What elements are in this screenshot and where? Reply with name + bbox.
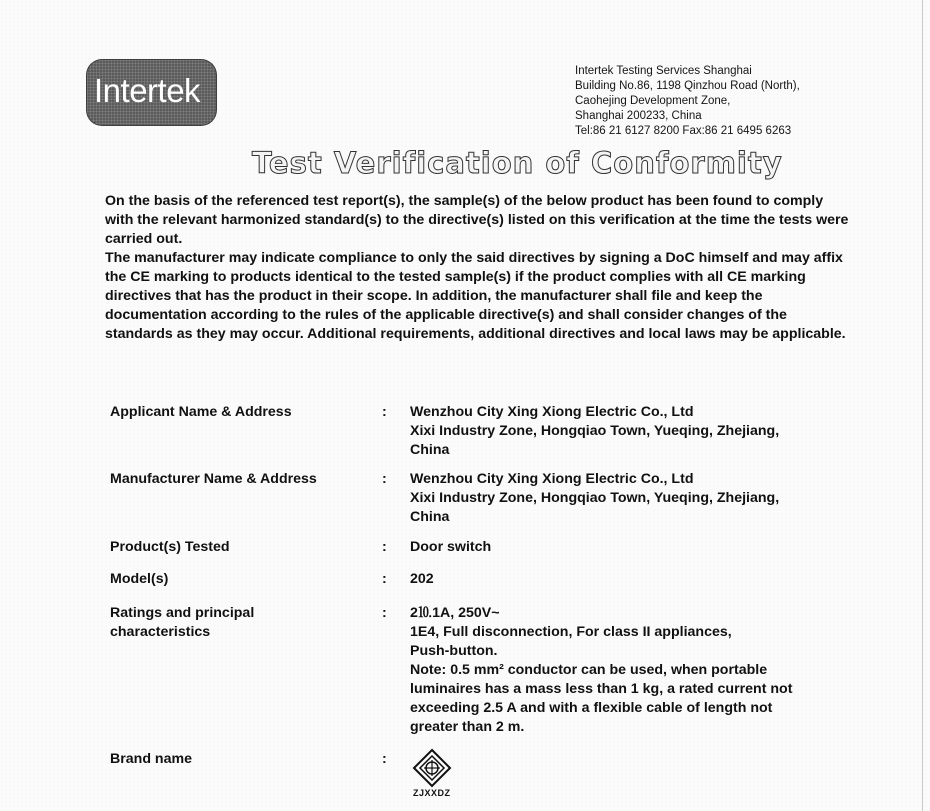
company-address bbox=[575, 64, 875, 139]
applicant-line: Wenzhou City Xing Xiong Electric Co., Ltd bbox=[410, 404, 694, 420]
ratings-value bbox=[410, 604, 840, 737]
address-line: Tel:86 21 6127 8200 Fax:86 21 6495 6263 bbox=[575, 125, 792, 137]
address-line: Building No.86, 1198 Qinzhou Road (North), bbox=[575, 80, 800, 92]
field-colon: : bbox=[382, 571, 387, 587]
brand-logo-icon bbox=[410, 748, 454, 788]
brand-label: Brand name bbox=[110, 751, 192, 767]
ratings-line: luminaires has a mass less than 1 kg, a rated current not bbox=[410, 681, 793, 697]
applicant-line: Xixi Industry Zone, Hongqiao Town, Yueqing, Zhejiang, bbox=[410, 423, 780, 439]
field-colon: : bbox=[382, 605, 387, 621]
brand-logo bbox=[410, 748, 460, 808]
field-colon: : bbox=[382, 539, 387, 555]
ratings-line: greater than 2 m. bbox=[410, 719, 525, 735]
products-value: Door switch bbox=[410, 539, 492, 555]
ratings-label-line: characteristics bbox=[110, 624, 211, 640]
field-colon: : bbox=[382, 471, 387, 487]
models-value: 202 bbox=[410, 571, 434, 587]
brand-logo-text: ZJXXDZ bbox=[413, 788, 451, 798]
address-line: Shanghai 200233, China bbox=[575, 110, 702, 122]
intro-paragraph-2: The manufacturer may indicate compliance to only the said directives by signing a DoC himself and may affix the CE marking to products identical to the tested sample(s) if the product complies with all CE marking directives that has the product in their scope. In addition, the manufacturer shall file and keep the documentation according to the rules of the applicable directive(s) and shall consider changes of the standards as they may occur. Additional requirements, additional directives and local laws may be applicable. bbox=[105, 250, 846, 342]
applicant-line: China bbox=[410, 442, 450, 458]
manufacturer-line: Xixi Industry Zone, Hongqiao Town, Yueqing, Zhejiang, bbox=[410, 490, 780, 506]
intro-text bbox=[105, 192, 855, 344]
address-line: Caohejing Development Zone, bbox=[575, 95, 731, 107]
ratings-label bbox=[110, 604, 380, 642]
manufacturer-line: Wenzhou City Xing Xiong Electric Co., Ltd bbox=[410, 471, 694, 487]
products-label: Product(s) Tested bbox=[110, 539, 230, 555]
manufacturer-value bbox=[410, 470, 840, 527]
field-colon: : bbox=[382, 751, 387, 767]
models-label: Model(s) bbox=[110, 571, 169, 587]
page-edge-line bbox=[922, 0, 923, 811]
intertek-logo bbox=[86, 59, 217, 126]
address-line: Intertek Testing Services Shanghai bbox=[575, 65, 752, 77]
ratings-line: Note: 0.5 mm² conductor can be used, when portable bbox=[410, 662, 768, 678]
intro-paragraph-1: On the basis of the referenced test report(s), the sample(s) of the below product has been found to comply with the relevant harmonized standard(s) to the directive(s) listed on this verification at the time the tests were carried out. bbox=[105, 193, 849, 247]
ratings-line: exceeding 2.5 A and with a flexible cable of length not bbox=[410, 700, 773, 716]
ratings-label-line: Ratings and principal bbox=[110, 605, 255, 621]
manufacturer-line: China bbox=[410, 509, 450, 525]
ratings-line: 2⒑1A, 250V~ bbox=[410, 605, 500, 621]
field-colon: : bbox=[382, 404, 387, 420]
ratings-line: Push-button. bbox=[410, 643, 498, 659]
applicant-label: Applicant Name & Address bbox=[110, 404, 292, 420]
applicant-value bbox=[410, 403, 840, 460]
logo-text: Intertek bbox=[94, 72, 201, 109]
manufacturer-label: Manufacturer Name & Address bbox=[110, 471, 317, 487]
ratings-line: 1E4, Full disconnection, For class II appliances, bbox=[410, 624, 732, 640]
document-title: Test Verification of Conformity bbox=[252, 146, 783, 180]
